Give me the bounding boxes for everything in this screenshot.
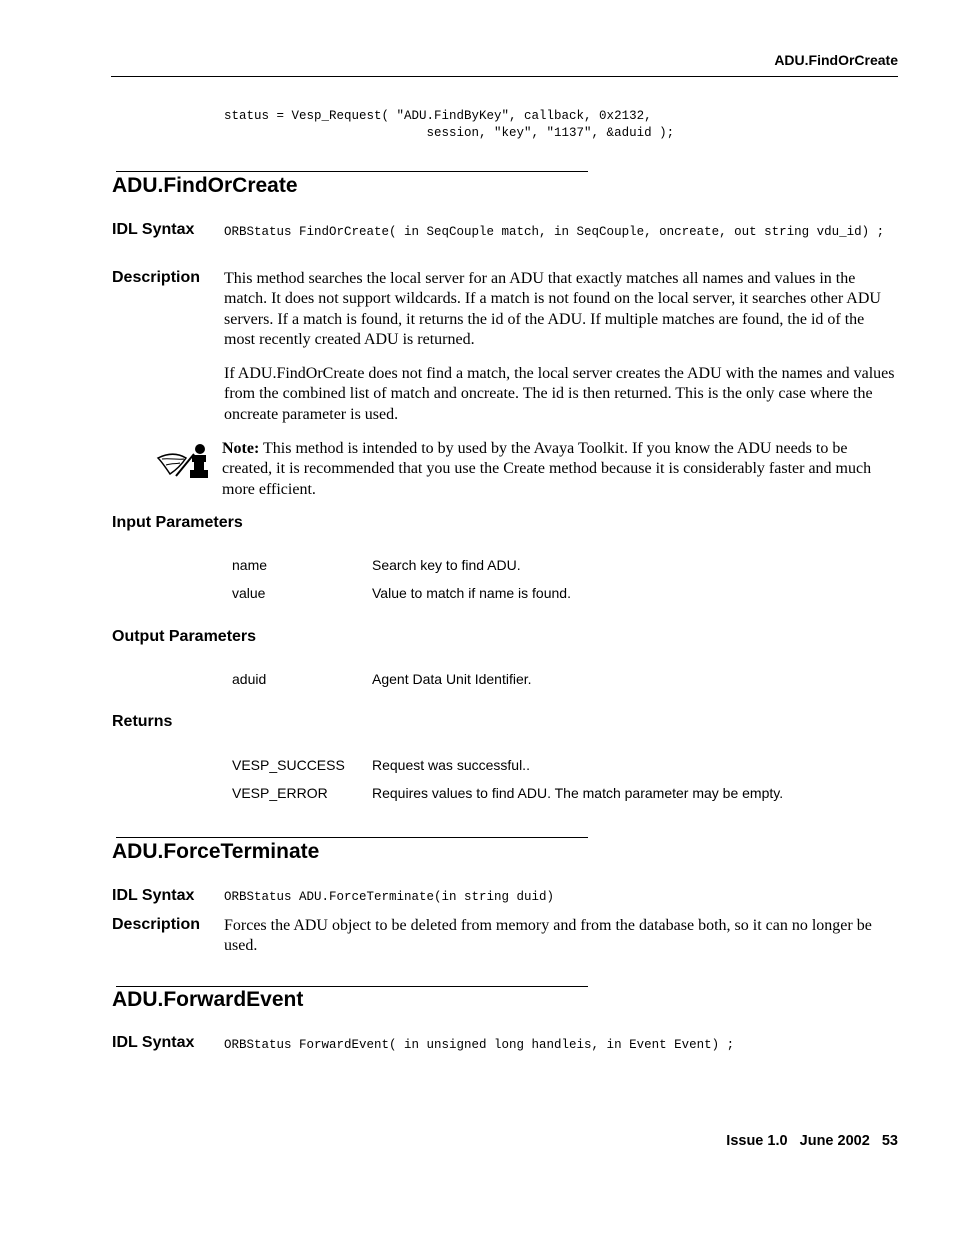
idl-syntax-label: IDL Syntax bbox=[112, 1034, 195, 1051]
section-title-forward-event: ADU.ForwardEvent bbox=[112, 988, 304, 1011]
section-rule-force-terminate bbox=[116, 837, 588, 838]
output-param-desc: Agent Data Unit Identifier. bbox=[372, 671, 532, 687]
return-code-name: VESP_ERROR bbox=[232, 785, 328, 801]
description-label: Description bbox=[112, 916, 201, 933]
description-paragraph-2: If ADU.FindOrCreate does not find a match, the local server creates the ADU with the names and values from the combined list of match and oncreate. The id is then returned. This is the only case where the oncreate parameter is used. bbox=[224, 365, 895, 423]
input-param-desc: Search key to find ADU. bbox=[372, 557, 521, 573]
output-parameters-label: Output Parameters bbox=[112, 628, 257, 645]
input-parameters-label: Input Parameters bbox=[112, 514, 243, 531]
return-code-desc: Request was successful.. bbox=[372, 757, 530, 773]
input-param-name: value bbox=[232, 585, 266, 601]
input-param-desc: Value to match if name is found. bbox=[372, 585, 571, 601]
section-title-find-or-create: ADU.FindOrCreate bbox=[112, 174, 298, 197]
idl-syntax-forward-event: ORBStatus ForwardEvent( in unsigned long handleis, in Event Event) ; bbox=[224, 1038, 735, 1052]
section-title-force-terminate: ADU.ForceTerminate bbox=[112, 840, 320, 863]
idl-syntax-force-terminate: ORBStatus ADU.ForceTerminate(in string duid) bbox=[224, 890, 555, 904]
note-label: Note: bbox=[222, 440, 260, 457]
idl-syntax-label: IDL Syntax bbox=[112, 221, 195, 238]
section-rule-find-or-create bbox=[116, 171, 588, 172]
return-code-desc: Requires values to find ADU. The match parameter may be empty. bbox=[372, 785, 784, 801]
input-param-name: name bbox=[232, 557, 268, 573]
returns-label: Returns bbox=[112, 713, 173, 730]
header-rule bbox=[111, 76, 898, 77]
note-text bbox=[222, 439, 896, 500]
idl-syntax-find-or-create: ORBStatus FindOrCreate( in SeqCouple match, in SeqCouple, oncreate, out string vdu_id) ; bbox=[224, 225, 885, 239]
idl-syntax-label: IDL Syntax bbox=[112, 887, 195, 904]
return-code-name: VESP_SUCCESS bbox=[232, 757, 345, 773]
running-header-title: ADU.FindOrCreate bbox=[774, 52, 898, 68]
description-label: Description bbox=[112, 269, 201, 286]
note-body: This method is intended to by used by the Avaya Toolkit. If you know the ADU needs to be created, it is recommended that you use the Create method because it is considerably faster and much more efficient. bbox=[222, 440, 872, 498]
code-snippet bbox=[224, 108, 674, 142]
description-force-terminate: Forces the ADU object to be deleted from memory and from the database both, so it can no longer be used. bbox=[224, 917, 872, 955]
code-line-2: session, "key", "1137", &aduid ); bbox=[224, 126, 675, 140]
note-hand-pen-icon bbox=[156, 440, 210, 480]
description-paragraph-1: This method searches the local server for an ADU that exactly matches all names and values in the match. It does not support wildcards. If a match is not found on the local server, it searches other ADU servers. If a match is found, it returns the id of the ADU. If multiple matches are found, the id of the most recently created ADU is returned. bbox=[224, 270, 881, 348]
page-footer: Issue 1.0 June 2002 53 bbox=[726, 1133, 898, 1149]
output-param-name: aduid bbox=[232, 671, 267, 687]
section-rule-forward-event bbox=[116, 986, 588, 987]
code-line-1: status = Vesp_Request( "ADU.FindByKey", callback, 0x2132, bbox=[224, 109, 652, 123]
